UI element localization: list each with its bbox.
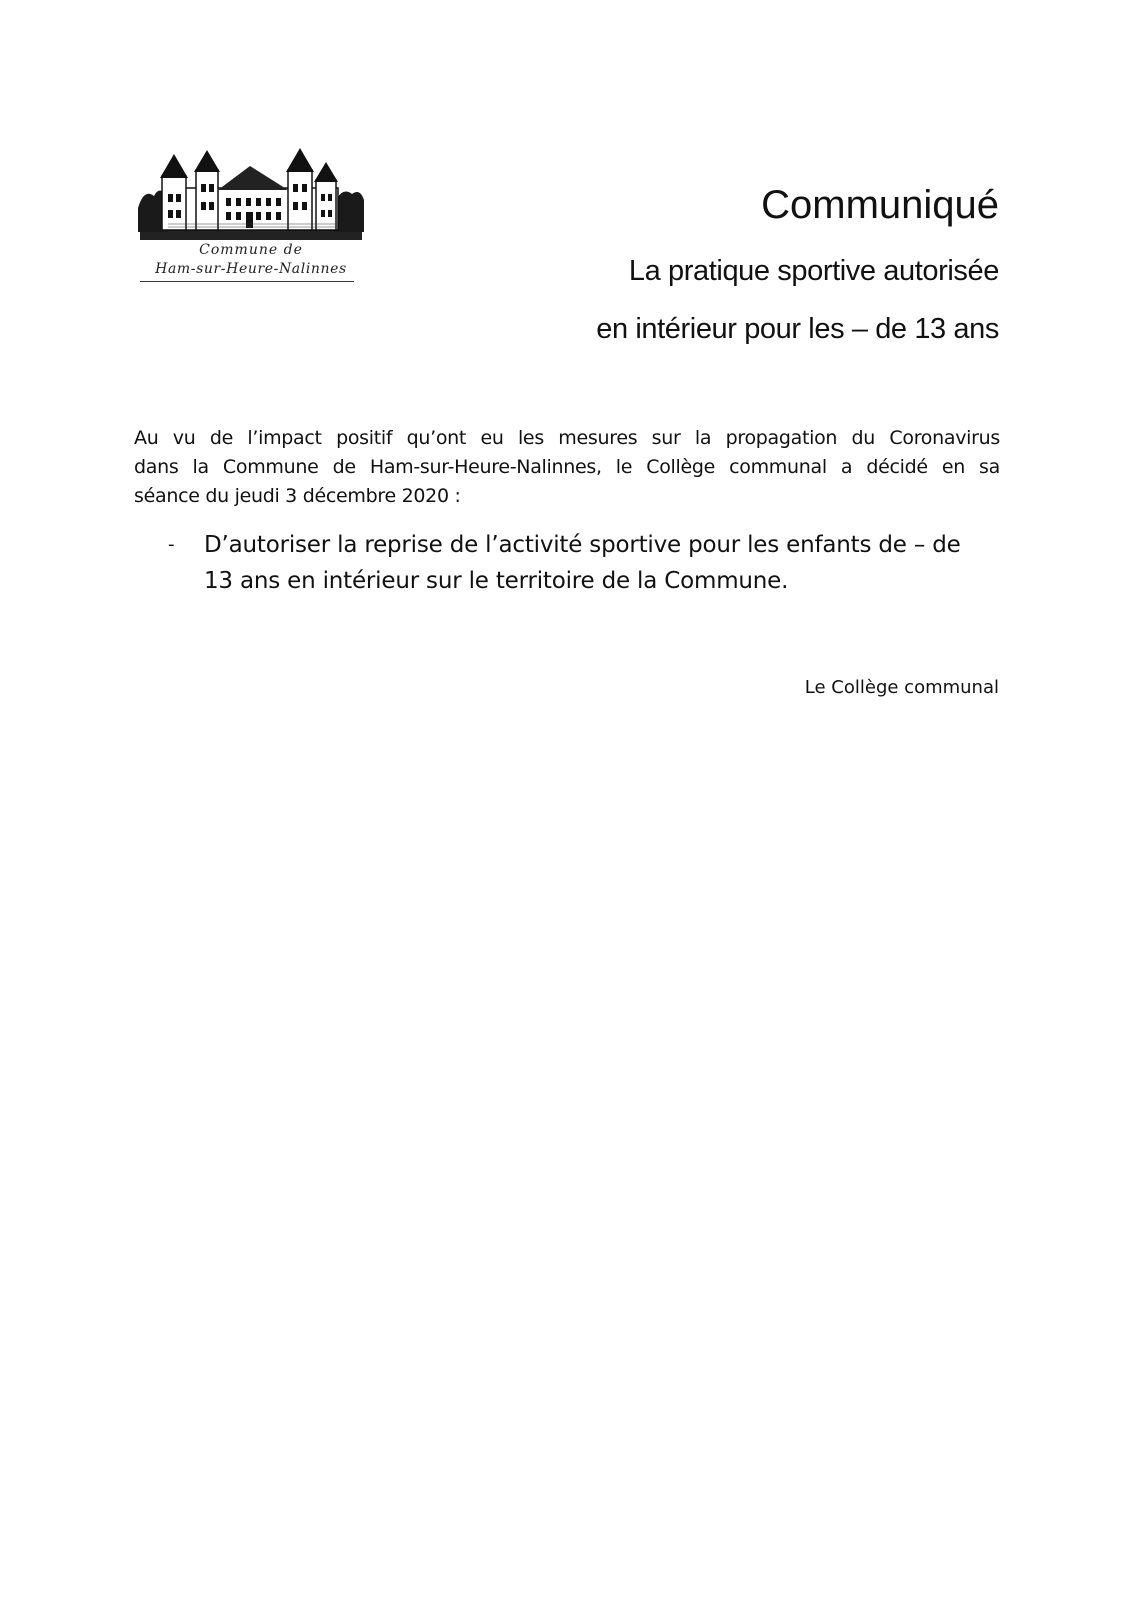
subtitle-line-1: La pratique sportive autorisée (628, 255, 999, 287)
subtitle-line-2: en intérieur pour les – de 13 ans (596, 313, 999, 345)
paragraph-line: dans la Commune de Ham-sur-Heure-Nalinnes, le Collège communal a décidé en sa (134, 456, 1000, 478)
bullet-marker: - (168, 534, 175, 555)
logo-text-commune: Commune de (199, 242, 303, 258)
paragraph-line: séance du jeudi 3 décembre 2020 : (134, 485, 461, 507)
signature: Le Collège communal (804, 677, 999, 698)
bullet-text (204, 527, 1000, 599)
commune-logo (138, 148, 364, 288)
logo-underline (140, 281, 354, 282)
castle-illustration (138, 148, 364, 240)
logo-text-name: Ham-sur-Heure-Nalinnes (155, 261, 347, 277)
bullet-line: D’autoriser la reprise de l’activité sportive pour les enfants de – de (204, 532, 961, 558)
bullet-line: 13 ans en intérieur sur le territoire de la Commune. (204, 568, 789, 594)
document-title: Communiqué (761, 183, 999, 227)
intro-paragraph (134, 424, 1000, 511)
paragraph-line: Au vu de l’impact positif qu’ont eu les mesures sur la propagation du Coronavirus (134, 427, 1000, 449)
